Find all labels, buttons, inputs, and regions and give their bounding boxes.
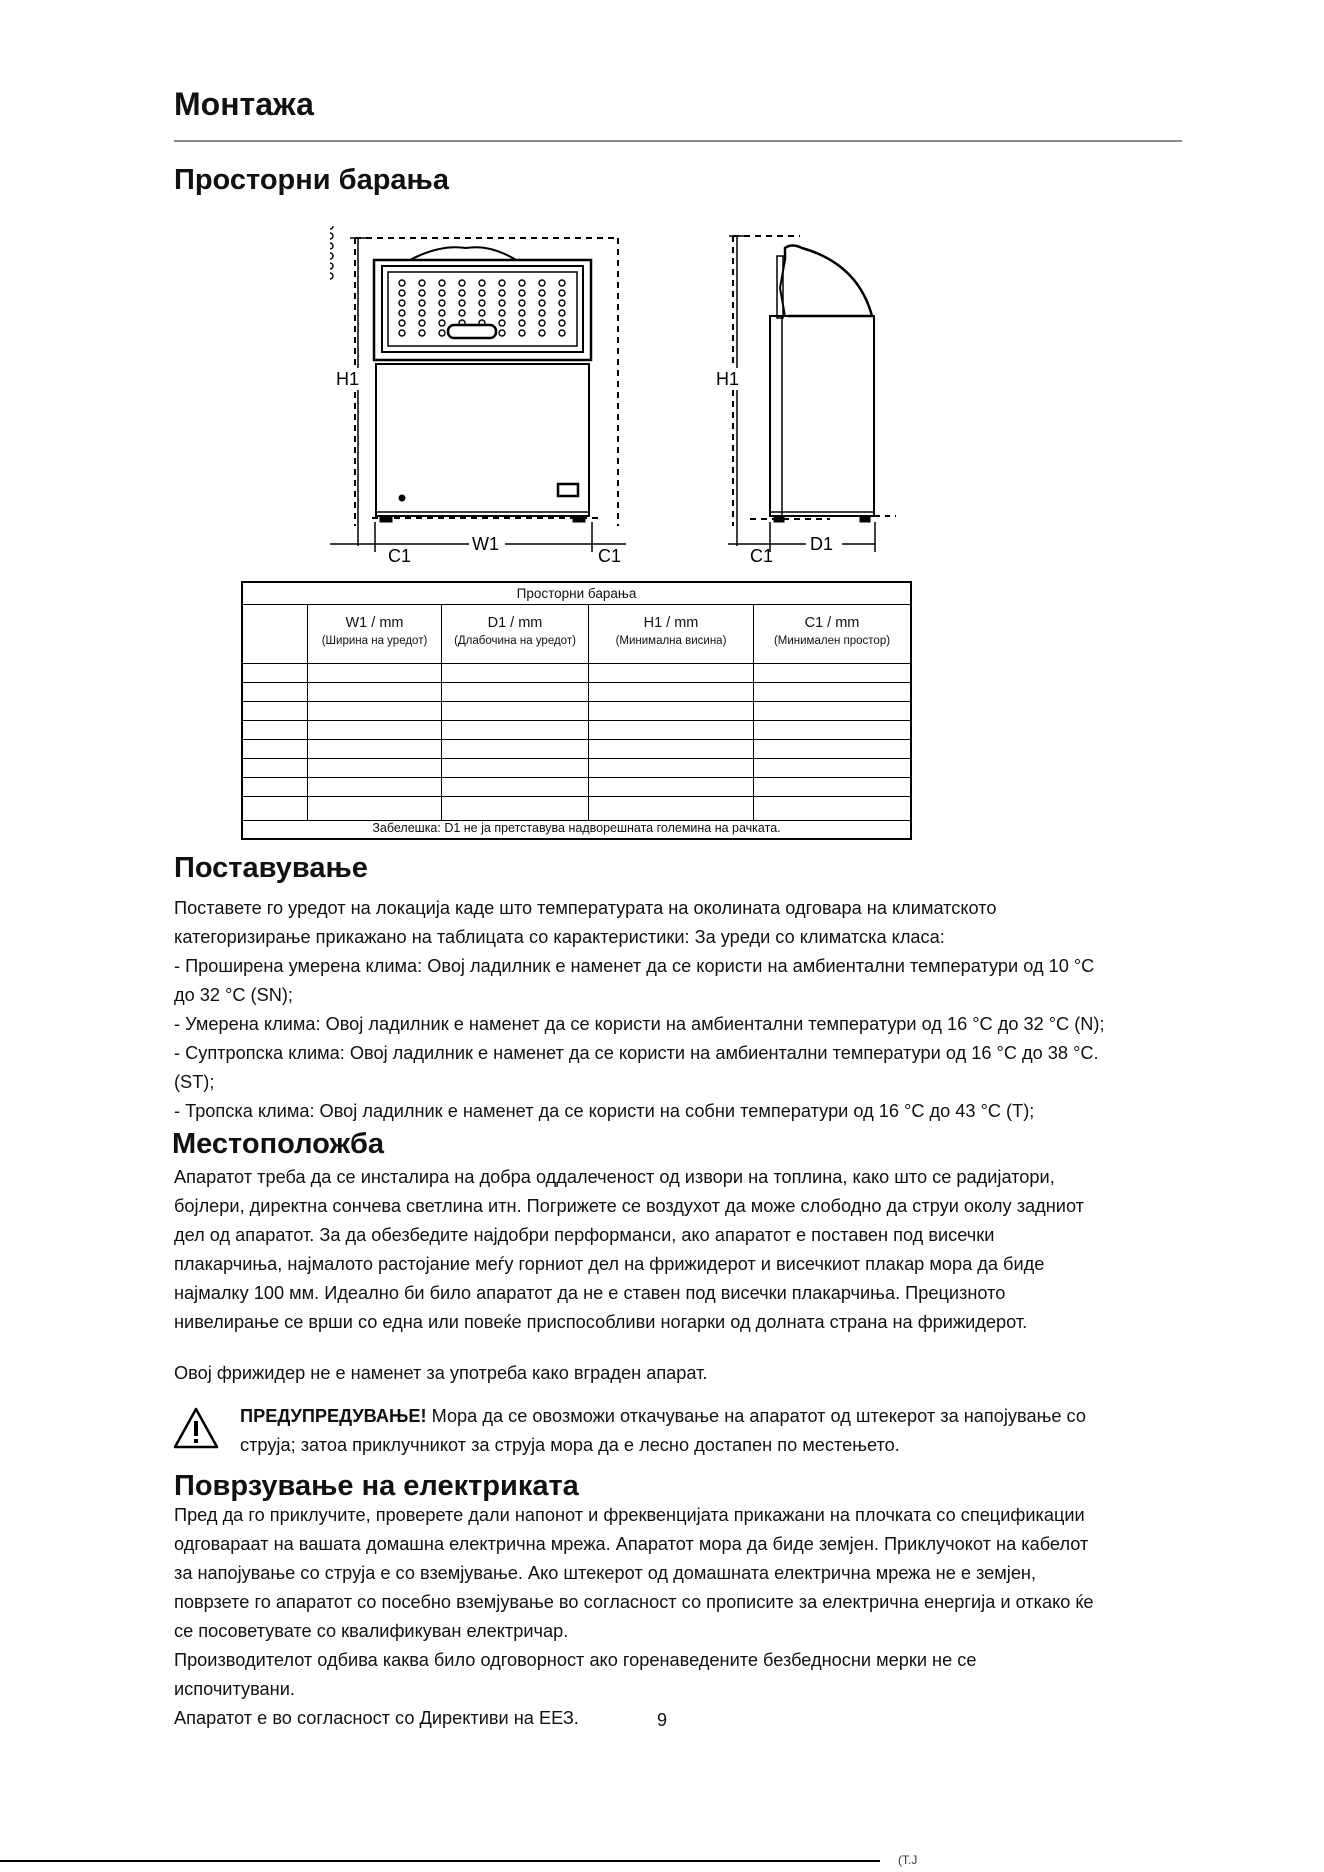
table-row: [243, 777, 910, 778]
placement-heading: Поставување: [174, 852, 368, 884]
location-heading: Местоположба: [172, 1128, 385, 1160]
label-d1: D1: [810, 534, 834, 554]
builtin-note: Овој фрижидер не е наменет за употреба како вграден апарат.: [174, 1363, 708, 1383]
location-text: Апаратот треба да се инсталира на добра оддалеченост од извори на топлина, како што се радијатори, бојлери, директна сончева светлина итн. Погрижете се воздухот да може слободно да струи околу задниот дел од апаратот. За да обезбедите најдобри перформанси, ако апаратот е поставен под висечки плакарчиња, најмалото растојание меѓу горниот дел на фрижидерот и висечкиот плакар мора да биде најмалку 100 мм. Идеално би било апаратот да не е ставен под висечки плакарчиња. Прецизното нивелирање се врши со една или повеќе приспособливи ногарки од долната страна на фрижидерот.: [174, 1167, 1085, 1332]
table-row: [243, 682, 910, 683]
label-h1-side: H1: [716, 369, 740, 389]
table-row: [243, 758, 910, 759]
table-note: Забелешка: D1 не ја претставува надворешната големина на рачката.: [372, 821, 781, 835]
footer-mark: (Т.Ј: [898, 1853, 918, 1867]
label-c1-right: C1: [598, 546, 622, 566]
column-header-d1: D1 / mm (Длабочина на уредот): [454, 615, 576, 647]
lid-vent-pattern: [330, 226, 565, 338]
column-header-w1: W1 / mm (Ширина на уредот): [321, 615, 428, 647]
side-view: [728, 236, 896, 552]
warning-text: ПРЕДУПРЕДУВАЊЕ! Мора да се овозможи откачување на апаратот од штекерот за напојување со струја; затоа приклучникот за струја мора да е лесно достапен по местењето.: [240, 1406, 1086, 1455]
freezer-dimensions-diagram: [330, 226, 930, 566]
table-row: [243, 663, 910, 664]
electrical-heading: Поврзување на електриката: [174, 1470, 579, 1502]
warning-icon: [172, 1406, 220, 1450]
space-requirements-table: [241, 581, 912, 840]
column-header-c1: C1 / mm (Минимален простор): [773, 615, 891, 647]
placement-text: Поставете го уредот на локација каде што температурата на околината одговара на климатското категоризирање прикажано на таблицата со карактеристики: За уреди со климатска класа: - Проширена умерена клима: Овој ладилник е наменет да се користи на амбиентални температури од 10 °C до 32 °C (SN); - Умерена клима: Овој ладилник е наменет да се користи на амбиентални температури од 16 °C до 32 °C (N); - Суптропска клима: Овој ладилник е наменет да се користи на амбиентални температури од 16 °C до 38 °C. (ST); - Тропска клима: Овој ладилник е наменет да се користи на собни температури од 16 °C до 43 °C (T);: [174, 898, 1105, 1121]
table-row: [243, 701, 910, 702]
page-number: 9: [656, 1710, 667, 1730]
table-title: Просторни барања: [243, 583, 910, 605]
electrical-text: Пред да го приклучите, проверете дали напонот и фреквенцијата прикажани на плочката со спецификации одговараат на вашата домашна електрична мрежа. Апаратот мора да биде земјен. Приклучокот на кабелот за напојување со струја е со вземјување. Ако штекерот од домашната електрична мрежа не е земјен, поврзете го апаратот со посебно вземјување во согласност со прописите за електрична енергија и откако ќе се посоветувате со квалификуван електричар. Производителот одбива каква било одговорност ако горенаведените безбедносни мерки не се испочитувани. Апаратот е во согласност со Директиви на ЕЕЗ.: [174, 1505, 1094, 1728]
front-view: [330, 238, 626, 552]
label-w1: W1: [472, 534, 499, 554]
table-row: [243, 720, 910, 721]
column-header-h1: H1 / mm (Минимална висина): [615, 615, 727, 647]
table-row: [243, 739, 910, 740]
table-row: [243, 796, 910, 797]
title-divider: [174, 140, 1182, 142]
label-h1-front: H1: [336, 369, 360, 389]
warning-label: ПРЕДУПРЕДУВАЊЕ!: [240, 1406, 427, 1426]
label-c1-left: C1: [388, 546, 412, 566]
page-title: Монтажа: [174, 86, 314, 122]
space-heading: Просторни барања: [174, 164, 449, 196]
footer-divider: [0, 1860, 880, 1862]
label-c1-side: C1: [750, 546, 774, 566]
